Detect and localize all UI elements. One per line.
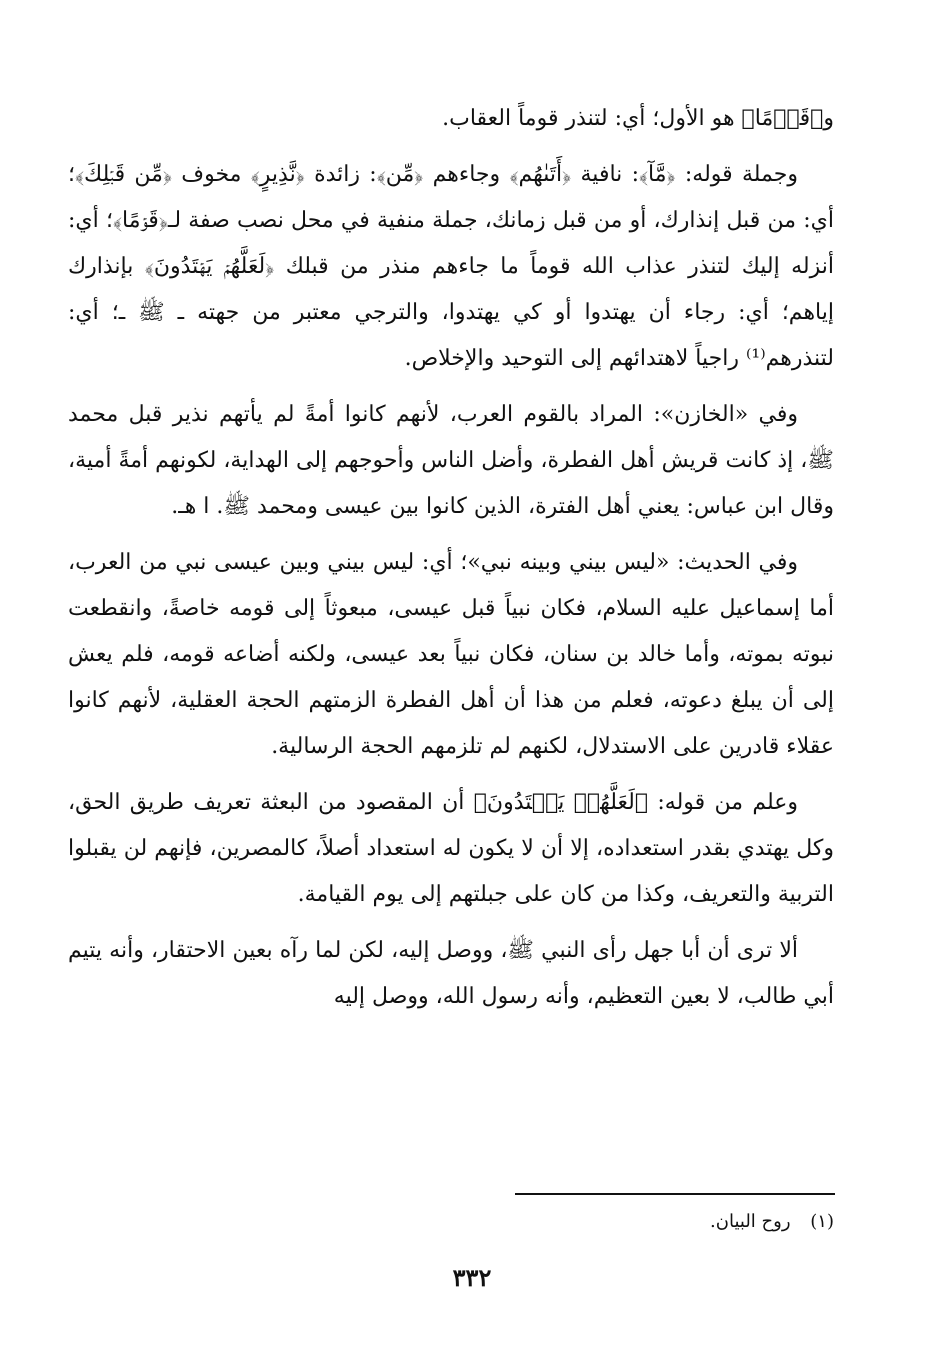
footnote-text: روح البيان.: [710, 1211, 791, 1232]
page-number: ٣٣٢: [452, 1263, 492, 1292]
paragraph-4: وفي الحديث: «ليس بيني وبينه نبي»؛ أي: ليس بيني وبين عيسى نبي من العرب، أما إسماعيل عليه السلام، فكان نبياً قبل عيسى، مبعوثاً إلى قومه خاصةً، وانقطعت نبوته بموته، وأما خالد بن سنان، فكان نبياً بعد عيسى، ولكنه أضاعه قومه، فلم يعش إلى أن يبلغ دعوته، فعلم من هذا أن أهل الفطرة الزمتهم الحجة العقلية، لأنهم كانوا عقلاء قادرين على الاستدلال، لكنهم لم تلزمهم الحجة الرسالية.: [68, 550, 834, 759]
paragraph-1: و﴿قَوۡمًا﴾ هو الأول؛ أي: لتنذر قوماً العقاب.: [442, 106, 834, 131]
paragraph-6: ألا ترى أن أبا جهل رأى النبي ﷺ، ووصل إليه، لكن لما رآه بعين الاحتقار، وأنه يتيم أبي طالب، لا بعين التعظيم، وأنه رسول الله، ووصل إليه: [68, 938, 834, 1009]
footnote-divider: [515, 1193, 835, 1195]
footnote: [134, 1207, 834, 1237]
paragraph-2: وجملة قوله: ﴿مَّآ﴾: نافية ﴿أَتَىٰهُم﴾ وجاءهم ﴿مِّن﴾: زائدة ﴿نَّذِيرٍ﴾ مخوف ﴿مِّن قَبۡلِكَ﴾؛ أي: من قبل إنذارك، أو من قبل زمانك، جملة منفية في محل نصب صفة لـ﴿قَوۡمًا﴾؛ أي: أنزله إليك لتنذر عذاب الله قوماً ما جاءهم منذر من قبلك ﴿لَعَلَّهُمۡ يَهۡتَدُونَ﴾ بإنذارك إياهم؛ أي: رجاء أن يهتدوا أو كي يهتدوا، والترجي معتبر من جهته ـ ﷺ ـ؛ أي: لتنذرهم⁽¹⁾ راجياً لاهتدائهم إلى التوحيد والإخلاص.: [68, 162, 834, 371]
footnote-marker: (١): [810, 1211, 834, 1232]
paragraph-5: وعلم من قوله: ﴿لَعَلَّهُمۡ يَهۡتَدُونَ﴾ أن المقصود من البعثة تعريف طريق الحق، وكل يهتدي بقدر استعداده، إلا أن لا يكون له استعداد أصلاً، كالمصرين، فإنهم لن يقبلوا التربية والتعريف، وكذا من كان على جبلتهم إلى يوم القيامة.: [68, 790, 834, 907]
book-page-body: [68, 96, 834, 1030]
paragraph-3: وفي «الخازن»: المراد بالقوم العرب، لأنهم كانوا أمةً لم يأتهم نذير قبل محمد ﷺ، إذ كانت قريش أهل الفطرة، وأضل الناس وأحوجهم إلى الهداية، لكونهم أمةً أمية، وقال ابن عباس: يعني أهل الفترة، الذين كانوا بين عيسى ومحمد ﷺ. ا هـ.: [68, 402, 834, 519]
